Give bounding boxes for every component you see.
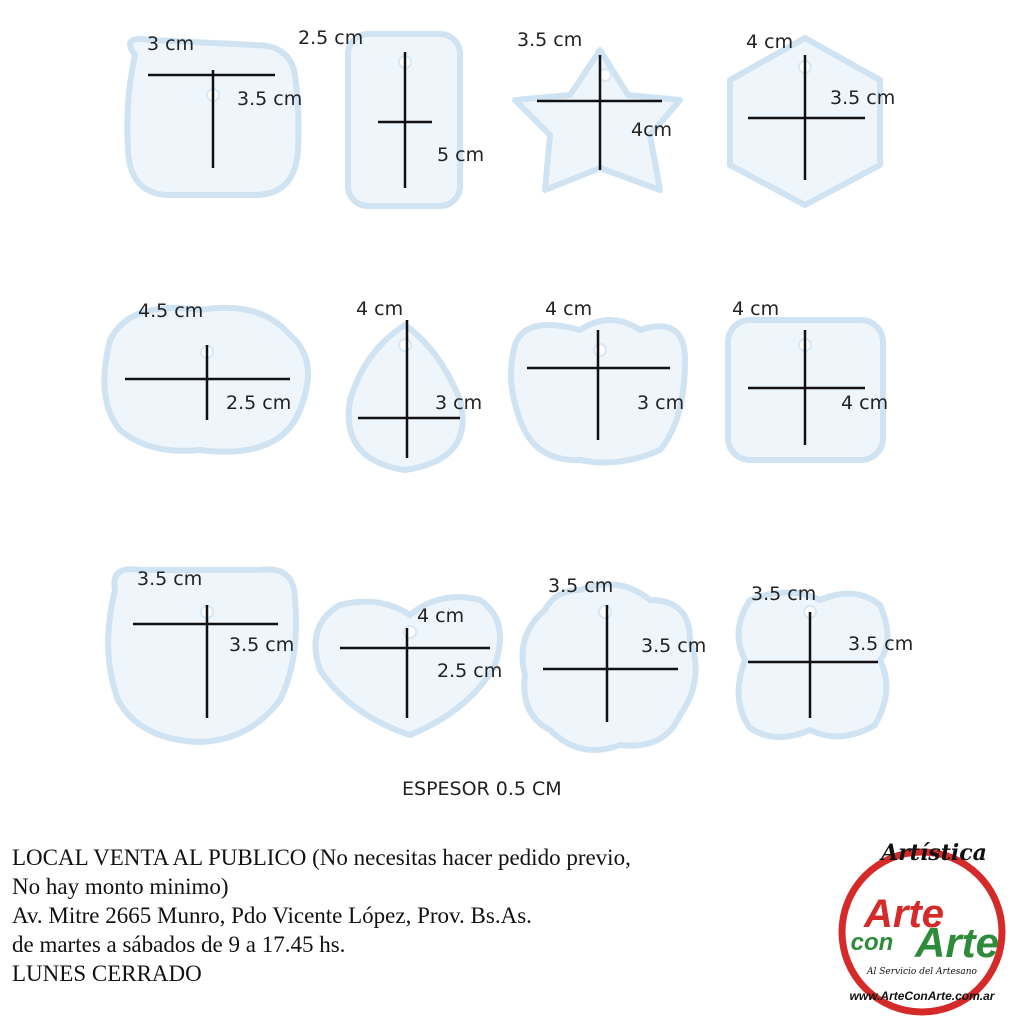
thickness-label: ESPESOR 0.5 CM [402,778,562,800]
mold-8-height-label: 4 cm [841,392,889,414]
mold-4-width-label: 4 cm [746,31,794,53]
mold-12-width-label: 3.5 cm [751,583,817,605]
mold-1-height-label: 3.5 cm [237,88,303,110]
mold-11-width-label: 3.5 cm [548,575,614,597]
logo-top-text: Artística [881,840,987,866]
store-info-line-4: de martes a sábados de 9 a 17.45 hs. [12,932,346,957]
mold-5-width-label: 4.5 cm [138,300,204,322]
logo-brand-b: con [850,929,894,956]
mold-11-height-label: 3.5 cm [641,635,707,657]
mold-12-height-label: 3.5 cm [848,633,914,655]
mold-6-height-label: 3 cm [435,392,483,414]
mold-2-width-label: 2.5 cm [298,27,364,49]
store-info-line-2: No hay monto minimo) [12,874,229,899]
mold-1-width-label: 3 cm [147,33,195,55]
store-info [12,843,842,988]
logo-tagline: Al Servicio del Artesano [867,967,977,977]
mold-3-width-label: 3.5 cm [517,29,583,51]
logo-url: www.ArteConArte.com.ar [849,989,995,1003]
mold-6-width-label: 4 cm [356,298,404,320]
mold-3-height-label: 4cm [631,119,673,141]
mold-5-height-label: 2.5 cm [226,392,292,414]
mold-10-width-label: 4 cm [417,605,465,627]
logo-brand-a: Arte [863,892,945,936]
store-info-line-3: Av. Mitre 2665 Munro, Pdo Vicente López, Prov. Bs.As. [12,903,532,928]
logo-brand-c: Arte [914,919,1000,966]
mold-2-height-label: 5 cm [437,144,485,166]
mold-10-height-label: 2.5 cm [437,660,503,682]
mold-7-width-label: 4 cm [545,298,593,320]
store-info-line-1: LOCAL VENTA AL PUBLICO (No necesitas hacer pedido previo, [12,845,631,870]
mold-4-height-label: 3.5 cm [830,87,896,109]
mold-9-height-label: 3.5 cm [229,634,295,656]
mold-9-width-label: 3.5 cm [137,568,203,590]
mold-7-height-label: 3 cm [637,392,685,414]
mold-8-width-label: 4 cm [732,298,780,320]
arte-con-arte-logo [822,832,1022,1022]
store-info-line-5: LUNES CERRADO [12,961,202,986]
